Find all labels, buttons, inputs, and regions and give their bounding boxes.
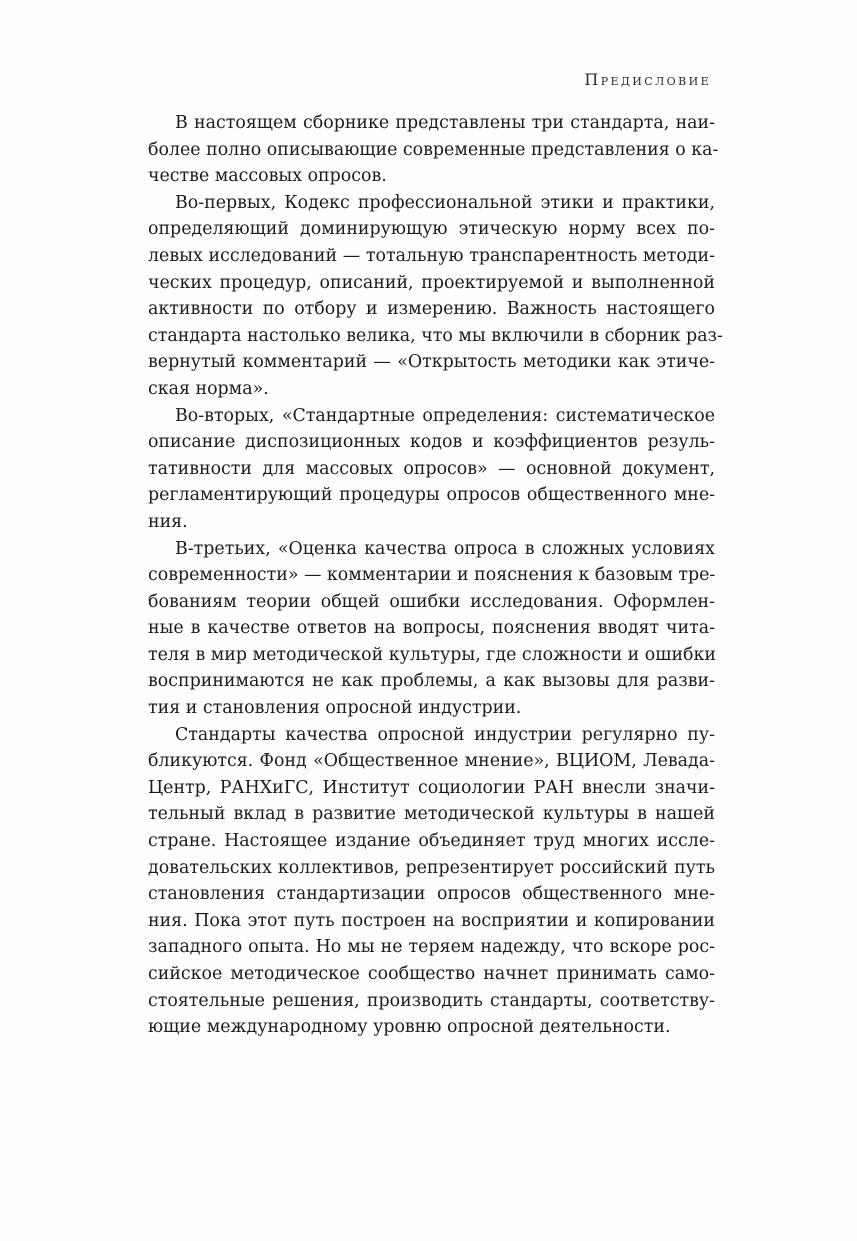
text-line: определяющий доминирующую этическую норму всех по- — [148, 219, 715, 240]
text-line: регламентирующий процедуры опросов общественного мне- — [148, 485, 715, 506]
paragraph-3 — [121, 403, 715, 536]
text-line: довательских коллективов, репрезентирует российский путь — [148, 857, 715, 878]
text-line: западного опыта. Но мы не теряем надежду, что вскоре рос- — [148, 937, 715, 958]
text-line: В-третьих, «Оценка качества опроса в сложных условиях — [175, 538, 715, 559]
paragraph-4 — [121, 536, 715, 722]
text-line: стоятельные решения, производить стандарты, соответству- — [148, 990, 715, 1011]
text-line: описание диспозиционных кодов и коэффициентов резуль- — [148, 432, 715, 453]
paragraph-5 — [121, 722, 715, 1041]
text-line: ющие международному уровню опросной деятельности. — [148, 1017, 671, 1038]
paragraph-2 — [121, 190, 723, 403]
text-line: тативности для массовых опросов» — основной документ, — [148, 458, 715, 479]
text-line: активности по отбору и измерению. Важность настоящего — [148, 299, 715, 320]
text-line: ния. Пока этот путь построен на восприятии и копировании — [148, 910, 715, 931]
text-line: Стандарты качества опросной индустрии регулярно пу- — [175, 724, 715, 745]
text-line: воспринимаются не как проблемы, а как вызовы для разви- — [148, 671, 715, 692]
text-line: тия и становления опросной индустрии. — [148, 698, 522, 719]
text-line: Во-первых, Кодекс профессиональной этики и практики, — [175, 192, 715, 213]
text-line: Во-вторых, «Стандартные определения: систематическое — [175, 405, 715, 426]
text-line: тельный вклад в развитие методической культуры в нашей — [148, 804, 715, 825]
text-line: вернутый комментарий — «Открытость методики как этиче- — [148, 352, 715, 373]
body-text — [121, 110, 723, 1041]
text-line: ния. — [148, 511, 188, 532]
text-line: становления стандартизации опросов общественного мне- — [148, 884, 715, 905]
text-line: В настоящем сборнике представлены три стандарта, наи- — [175, 113, 715, 133]
text-line: честве массовых опросов. — [148, 166, 387, 187]
text-line: современности» — комментарии и пояснения к базовым тре- — [148, 565, 716, 586]
text-line: стране. Настоящее издание объединяет труд многих иссле- — [148, 831, 715, 852]
text-line: ская норма». — [148, 378, 269, 399]
text-line: ные в качестве ответов на вопросы, пояснения вводят чита- — [148, 618, 715, 639]
text-line: левых исследований — тотальную транспарентность методи- — [148, 245, 715, 266]
paragraph-1 — [121, 110, 719, 190]
text-line: бованиям теории общей ошибки исследования. Оформлен- — [148, 591, 715, 612]
text-line: ческих процедур, описаний, проектируемой и выполненной — [148, 272, 715, 293]
text-line: более полно описывающие современные представления о ка- — [148, 139, 719, 160]
text-line: Центр, РАНХиГС, Институт социологии РАН внесли значи- — [148, 777, 715, 798]
running-head: Предисловие — [584, 70, 711, 89]
text-line: бликуются. Фонд «Общественное мнение», ВЦИОМ, Левада- — [148, 751, 715, 772]
text-line: теля в мир методической культуры, где сложности и ошибки — [148, 644, 716, 665]
text-line: сийское методическое сообщество начнет принимать само- — [148, 964, 715, 984]
text-line: стандарта настолько велика, что мы включили в сборник раз- — [148, 325, 723, 346]
